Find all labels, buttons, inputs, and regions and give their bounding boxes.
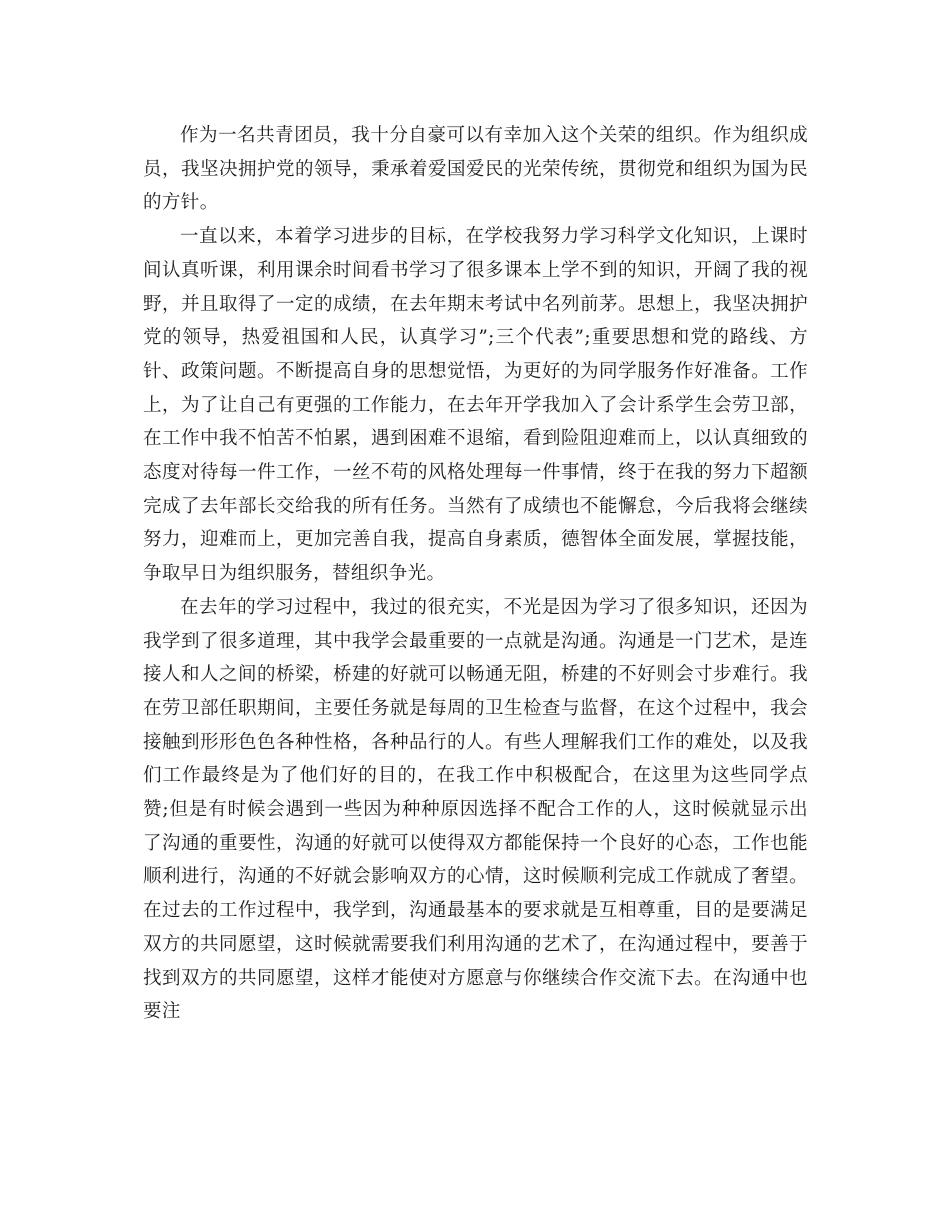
paragraph-3: 在去年的学习过程中，我过的很充实，不光是因为学习了很多知识，还因为我学到了很多道理，其中我学会最重要的一点就是沟通。沟通是一门艺术，是连接人和人之间的桥梁，桥建的好就可以畅通无阻，桥建的不好则会寸步难行。我在劳卫部任职期间，主要任务就是每周的卫生检查与监督，在这个过程中，我会接触到形形色色各种性格，各种品行的人。有些人理解我们工作的难处，以及我们工作最终是为了他们好的目的，在我工作中积极配合，在这里为这些同学点赞;但是有时候会遇到一些因为种种原因选择不配合工作的人，这时候就显示出了沟通的重要性，沟通的好就可以使得双方都能保持一个良好的心态，工作也能顺利进行，沟通的不好就会影响双方的心情，这时候顺利完成工作就成了奢望。在过去的工作过程中，我学到，沟通最基本的要求就是互相尊重，目的是要满足双方的共同愿望，这时候就需要我们利用沟通的艺术了，在沟通过程中，要善于找到双方的共同愿望，这样才能使对方愿意与你继续合作交流下去。在沟通中也要注 bbox=[143, 596, 808, 1023]
document-body bbox=[143, 119, 808, 1029]
paragraph-2: 一直以来，本着学习进步的目标，在学校我努力学习科学文化知识，上课时间认真听课，利用课余时间看书学习了很多课本上学不到的知识，开阔了我的视野，并且取得了一定的成绩，在去年期末考试中名列前茅。思想上，我坚决拥护党的领导，热爱祖国和人民，认真学习”;三个代表”;重要思想和党的路线、方针、政策问题。不断提高自身的思想觉悟，为更好的为同学服务作好准备。工作上，为了让自己有更强的工作能力，在去年开学我加入了会计系学生会劳卫部，在工作中我不怕苦不怕累，遇到困难不退缩，看到险阻迎难而上，以认真细致的态度对待每一件工作，一丝不苟的风格处理每一件事情，终于在我的努力下超额完成了去年部长交给我的所有任务。当然有了成绩也不能懈怠，今后我将会继续努力，迎难而上，更加完善自我，提高自身素质，德智体全面发展，掌握技能，争取早日为组织服务，替组织争光。 bbox=[143, 226, 808, 585]
paragraph-1: 作为一名共青团员，我十分自豪可以有幸加入这个关荣的组织。作为组织成员，我坚决拥护党的领导，秉承着爱国爱民的光荣传统，贯彻党和组织为国为民的方针。 bbox=[143, 125, 808, 214]
